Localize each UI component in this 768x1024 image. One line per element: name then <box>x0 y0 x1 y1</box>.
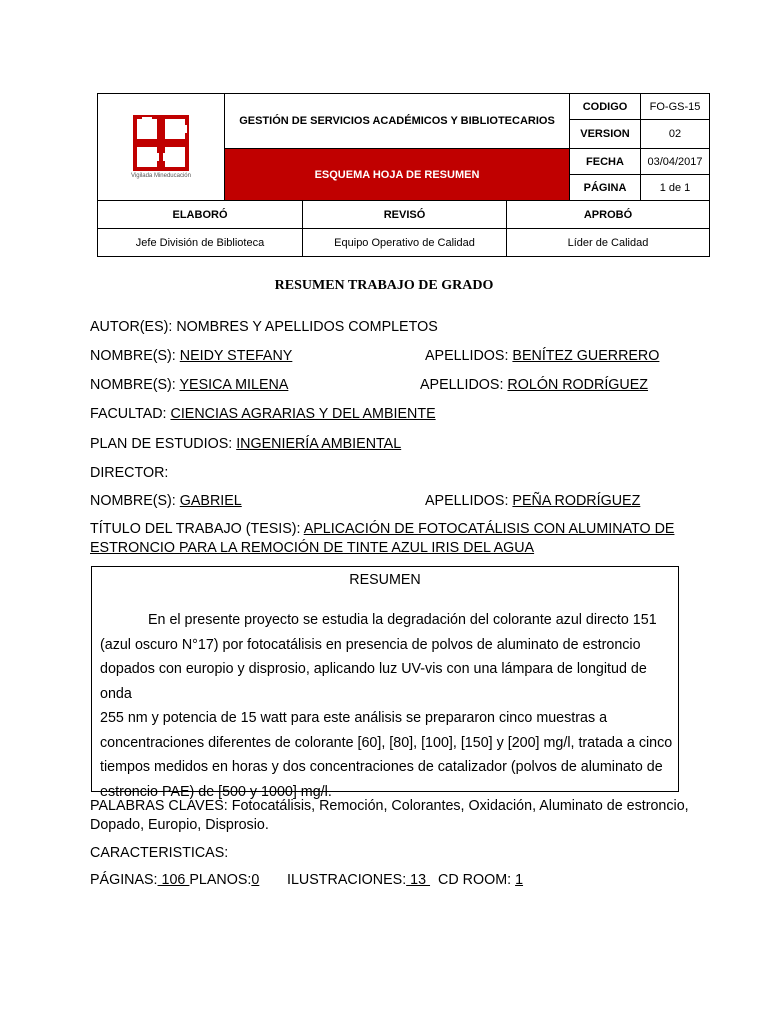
autores-line: AUTOR(ES): NOMBRES Y APELLIDOS COMPLETOS <box>90 319 438 335</box>
reviso-label: REVISÓ <box>302 200 507 229</box>
apellidos-label: APELLIDOS: <box>425 493 513 509</box>
director-label: DIRECTOR: <box>90 465 169 481</box>
plan-label: PLAN DE ESTUDIOS: <box>90 436 237 452</box>
logo-cell <box>97 93 225 201</box>
palabras-line2: Dopado, Europio, Disprosio. <box>90 817 269 833</box>
aprobo-label: APROBÓ <box>506 200 710 229</box>
paginas-label: PÁGINAS: <box>90 872 158 888</box>
dept-title: GESTIÓN DE SERVICIOS ACADÉMICOS Y BIBLIOTECARIOS <box>224 93 570 149</box>
paginas-value: 106 <box>157 872 190 888</box>
version-label: VERSION <box>569 119 641 149</box>
elaboro-value: Jefe División de Biblioteca <box>97 228 303 257</box>
apellidos-label: APELLIDOS: <box>425 348 513 364</box>
resumen-line: 255 nm y potencia de 15 watt para este análisis se prepararon cinco muestras a <box>100 710 608 726</box>
director-apellidos: PEÑA RODRÍGUEZ <box>512 493 641 509</box>
planos-label: PLANOS: <box>189 872 252 888</box>
reviso-value: Equipo Operativo de Calidad <box>302 228 507 257</box>
director-nombre-row <box>90 493 242 509</box>
apellidos-label: APELLIDOS: <box>420 377 508 393</box>
elaboro-label: ELABORÓ <box>97 200 303 229</box>
author1-nombre: NEIDY STEFANY <box>179 348 293 364</box>
resumen-body <box>100 608 674 804</box>
pagina-label: PÁGINA <box>569 174 641 201</box>
cd-value: 1 <box>515 872 524 888</box>
fecha-value: 03/04/2017 <box>640 148 710 175</box>
ufps-logo-icon <box>133 115 189 171</box>
nombre-label: NOMBRE(S): <box>90 377 180 393</box>
titulo-line1: APLICACIÓN DE FOTOCATÁLISIS CON ALUMINATO DE <box>303 521 675 537</box>
titulo-label: TÍTULO DEL TRABAJO (TESIS): <box>90 521 304 537</box>
resumen-line: tiempos medidos en horas y dos concentraciones de catalizador (polvos de aluminato de <box>100 759 663 775</box>
cd-label: CD ROOM: <box>438 872 516 888</box>
codigo-label: CODIGO <box>569 93 641 120</box>
resumen-box <box>91 566 679 800</box>
director-nombre: GABRIEL <box>179 493 242 509</box>
caracteristicas-label: CARACTERISTICAS: <box>90 845 229 861</box>
author1-nombre-row <box>90 348 292 364</box>
fecha-label: FECHA <box>569 148 641 175</box>
author2-apellidos: ROLÓN RODRÍGUEZ <box>507 377 649 393</box>
author2-apellidos-row <box>420 377 648 393</box>
nombre-label: NOMBRE(S): <box>90 348 180 364</box>
ilustraciones-value: 13 <box>406 872 431 888</box>
author1-apellidos-row <box>425 348 659 364</box>
director-apellidos-row <box>425 493 640 509</box>
version-value: 02 <box>640 119 710 149</box>
facultad-row <box>90 406 436 422</box>
ilustraciones-label: ILUSTRACIONES: <box>287 872 407 888</box>
plan-row <box>90 436 401 452</box>
author2-nombre-row <box>90 377 288 393</box>
nombre-label: NOMBRE(S): <box>90 493 180 509</box>
author1-apellidos: BENÍTEZ GUERRERO <box>512 348 660 364</box>
facultad-value: CIENCIAS AGRARIAS Y DEL AMBIENTE <box>170 406 436 422</box>
vigilada-text: Vigilada Mineducación <box>131 173 191 179</box>
resumen-line: dopados con europio y disprosio, aplicando luz UV-vis con una lámpara de longitud de onda <box>100 661 647 702</box>
aprobo-value: Líder de Calidad <box>506 228 710 257</box>
resumen-line: (azul oscuro N°17) por fotocatálisis en presencia de polvos de aluminato de estroncio <box>100 636 641 653</box>
titulo-row <box>90 521 674 537</box>
plan-value: INGENIERÍA AMBIENTAL <box>236 436 402 452</box>
resumen-heading: RESUMEN <box>349 572 421 588</box>
caracteristicas-row <box>90 872 259 888</box>
facultad-label: FACULTAD: <box>90 406 171 422</box>
codigo-value: FO-GS-15 <box>640 93 710 120</box>
planos-value: 0 <box>251 872 260 888</box>
main-title: RESUMEN TRABAJO DE GRADO <box>274 278 494 293</box>
resumen-line: En el presente proyecto se estudia la degradación del colorante azul directo 151 <box>148 612 657 628</box>
ilustraciones-row <box>287 872 523 888</box>
doc-title: ESQUEMA HOJA DE RESUMEN <box>224 148 570 201</box>
resumen-line: concentraciones diferentes de colorante [60], [80], [100], [150] y [200] mg/l, tratada a cinco <box>100 734 673 751</box>
titulo-line2: ESTRONCIO PARA LA REMOCIÓN DE TINTE AZUL IRIS DEL AGUA <box>90 540 535 556</box>
author2-nombre: YESICA MILENA <box>179 377 289 393</box>
resumen-line: estroncio PAE) de [500 y 1000] mg/l. <box>100 783 332 800</box>
palabras-line1: PALABRAS CLAVES: Fotocatálisis, Remoción, Colorantes, Oxidación, Aluminato de estroncio, <box>90 798 689 814</box>
pagina-value: 1 de 1 <box>640 174 710 201</box>
